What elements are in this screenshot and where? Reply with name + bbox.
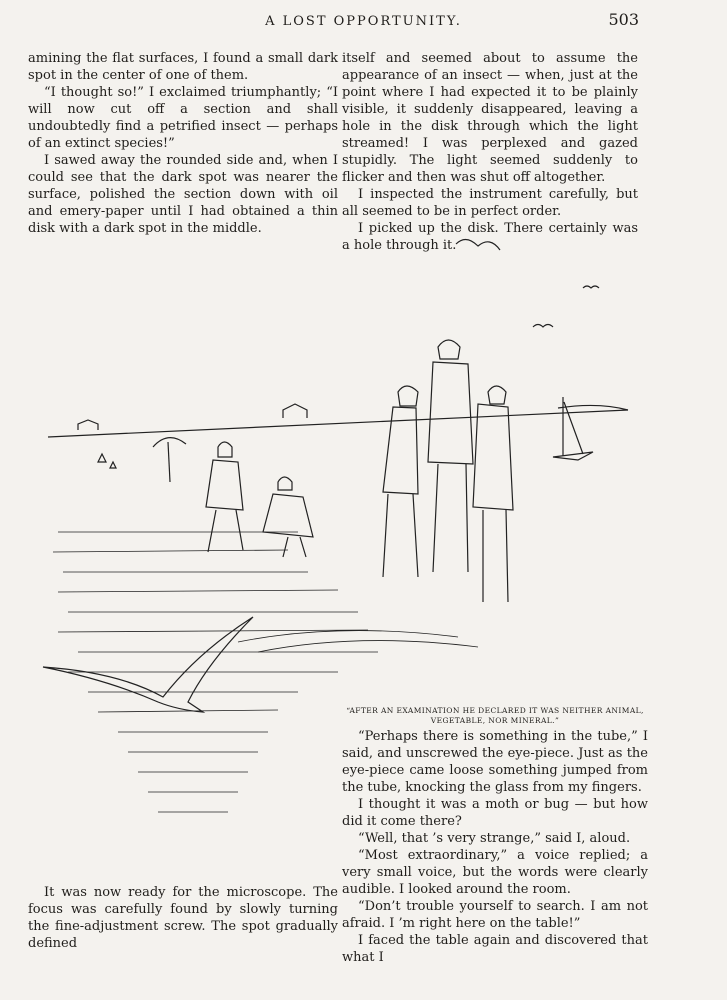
paragraph: itself and seemed about to assume the appearance of an insect — when, just at the point where I had expected it to be plainly visible, it suddenly disappeared, leaving a hole in the disk through which the light streamed! I was perplexed and gazed stupidly. The light seemed suddenly to flicker and then was shut off altogether. xyxy=(342,51,638,185)
paragraph: “I thought so!” I exclaimed triumphantly; “I will now cut off a section and shall undoubtedly find a petrified insect — perhaps of an extinct species!” xyxy=(28,85,338,151)
paragraph: amining the flat surfaces, I found a small dark spot in the center of one of them. xyxy=(28,51,338,83)
right-column-top xyxy=(342,50,638,254)
paragraph: I inspected the instrument carefully, but all seemed to be in perfect order. xyxy=(342,187,638,219)
illustration-caption: “AFTER AN EXAMINATION HE DECLARED IT WAS NEITHER ANIMAL, VEGETABLE, NOR MINERAL.” xyxy=(346,706,644,725)
paragraph: I picked up the disk. There certainly was a hole through it. xyxy=(342,221,638,253)
paragraph: I sawed away the rounded side and, when I could see that the dark spot was nearer the surface, polished the section down with oil and emery-paper until I had obtained a thin disk with a dark spot in the middle. xyxy=(28,153,338,236)
left-column-top xyxy=(28,50,338,237)
paragraph: “Well, that ’s very strange,” said I, aloud. xyxy=(358,831,631,846)
left-column-bottom xyxy=(28,884,338,952)
page-header-title: A LOST OPPORTUNITY. xyxy=(265,14,462,29)
paragraph: I thought it was a moth or bug — but how did it come there? xyxy=(342,797,648,829)
paragraph: It was now ready for the microscope. The focus was carefully found by slowly turning the fine-adjustment screw. The spot gradually defined xyxy=(28,885,338,951)
paragraph: I faced the table again and discovered that what I xyxy=(342,933,648,965)
paragraph: “Don’t trouble yourself to search. I am not afraid. I ’m right here on the table!” xyxy=(342,899,648,931)
right-column-bottom xyxy=(342,728,648,966)
page-number: 503 xyxy=(608,10,639,29)
paragraph: “Perhaps there is something in the tube,” I said, and unscrewed the eye-piece. Just as the eye-piece came loose something jumped from the tube, knocking the glass from my fingers. xyxy=(342,729,648,795)
paragraph: “Most extraordinary,” a voice replied; a very small voice, but the words were clearly audible. I looked around the room. xyxy=(342,848,648,897)
